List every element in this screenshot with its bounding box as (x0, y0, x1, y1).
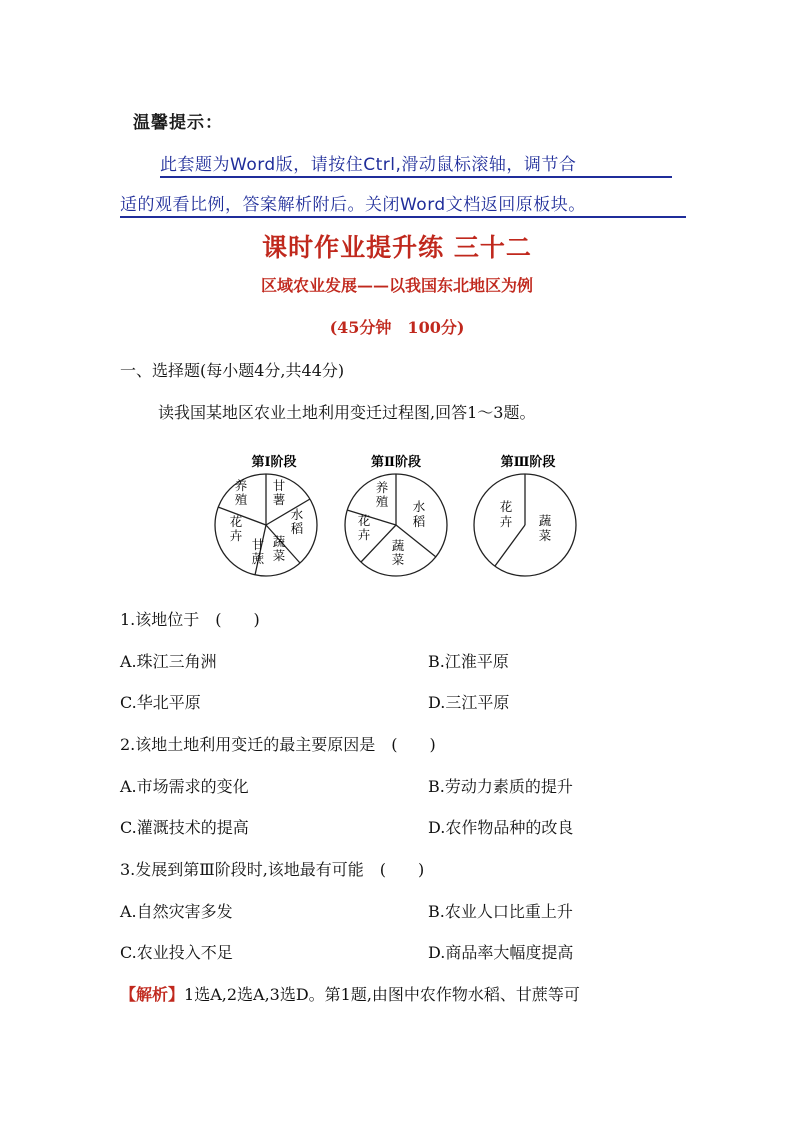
q3-option-d: D.商品率大幅度提高 (428, 943, 574, 962)
q3-option-b: B.农业人口比重上升 (428, 902, 573, 921)
pie-title: 第Ⅱ阶段 (371, 455, 421, 470)
question-2-stem: 2.该地土地利用变迁的最主要原因是 ( ) (120, 735, 436, 754)
slice-label: 花 (229, 514, 243, 529)
question-1-stem: 1.该地位于 ( ) (120, 610, 260, 629)
explanation-tag: 【解析】 (120, 985, 185, 1004)
explanation-text: 1选A,2选A,3选D。第1题,由图中农作物水稻、甘蔗等可 (184, 985, 580, 1004)
slice-label: 蔗 (251, 551, 265, 566)
slice-label: 蔬 (538, 513, 552, 528)
slice-label: 殖 (375, 494, 389, 509)
slice-label: 水 (290, 507, 304, 522)
q1-option-c: C.华北平原 (120, 693, 201, 712)
slice-label: 稻 (412, 514, 426, 529)
pie-stage-3 (474, 454, 576, 576)
land-use-pie-figure (205, 445, 585, 580)
slice-label: 菜 (538, 528, 552, 543)
question-3-stem: 3.发展到第Ⅲ阶段时,该地最有可能 ( ) (120, 860, 425, 879)
tip-label: 温馨提示： (133, 113, 223, 133)
pie-stage-2 (345, 454, 447, 576)
slice-label: 卉 (229, 528, 243, 543)
pie-divider (347, 510, 396, 525)
q2-option-c: C.灌溉技术的提高 (120, 818, 249, 837)
slice-label: 菜 (272, 548, 286, 563)
slice-label: 甘 (272, 478, 286, 493)
notice-underline-1 (160, 176, 672, 178)
q3-option-a: A.自然灾害多发 (120, 902, 233, 921)
time-score: (45分钟 100分) (329, 318, 465, 337)
notice-underline-2 (120, 216, 686, 218)
pie-divider (495, 525, 525, 566)
section-heading: 一、选择题(每小题4分,共44分) (120, 361, 345, 380)
slice-label: 甘 (251, 537, 265, 552)
q1-option-d: D.三江平原 (428, 693, 510, 712)
slice-label: 水 (412, 499, 426, 514)
slice-label: 卉 (357, 527, 371, 542)
slice-label: 养 (375, 480, 389, 495)
explanation (120, 982, 580, 1005)
slice-label: 花 (357, 513, 371, 528)
section-intro: 读我国某地区农业土地利用变迁过程图,回答1～3题。 (158, 403, 536, 422)
q2-option-d: D.农作物品种的改良 (428, 818, 574, 837)
q2-option-b: B.劳动力素质的提升 (428, 777, 573, 796)
notice-line-2: 适的观看比例，答案解析附后。关闭Word文档返回原板块。 (120, 195, 586, 215)
pie-title: 第Ⅲ阶段 (500, 455, 556, 470)
q1-option-b: B.江淮平原 (428, 652, 509, 671)
slice-label: 卉 (499, 514, 513, 529)
q1-option-a: A.珠江三角洲 (120, 652, 217, 671)
pie-stage-1 (215, 454, 317, 576)
slice-label: 养 (234, 478, 248, 493)
slice-label: 菜 (391, 552, 405, 567)
q3-option-c: C.农业投入不足 (120, 943, 233, 962)
slice-label: 蔬 (272, 534, 286, 549)
slice-label: 稻 (290, 521, 304, 536)
page-subtitle: 区域农业发展——以我国东北地区为例 (260, 276, 533, 295)
slice-label: 蔬 (391, 538, 405, 553)
slice-label: 薯 (272, 492, 286, 507)
pie-title: 第Ⅰ阶段 (251, 455, 297, 470)
slice-label: 花 (499, 499, 513, 514)
notice-line-1: 此套题为Word版，请按住Ctrl,滑动鼠标滚轴，调节合 (160, 155, 577, 175)
slice-label: 殖 (234, 492, 248, 507)
page-title: 课时作业提升练 三十二 (262, 233, 532, 262)
q2-option-a: A.市场需求的变化 (120, 777, 249, 796)
